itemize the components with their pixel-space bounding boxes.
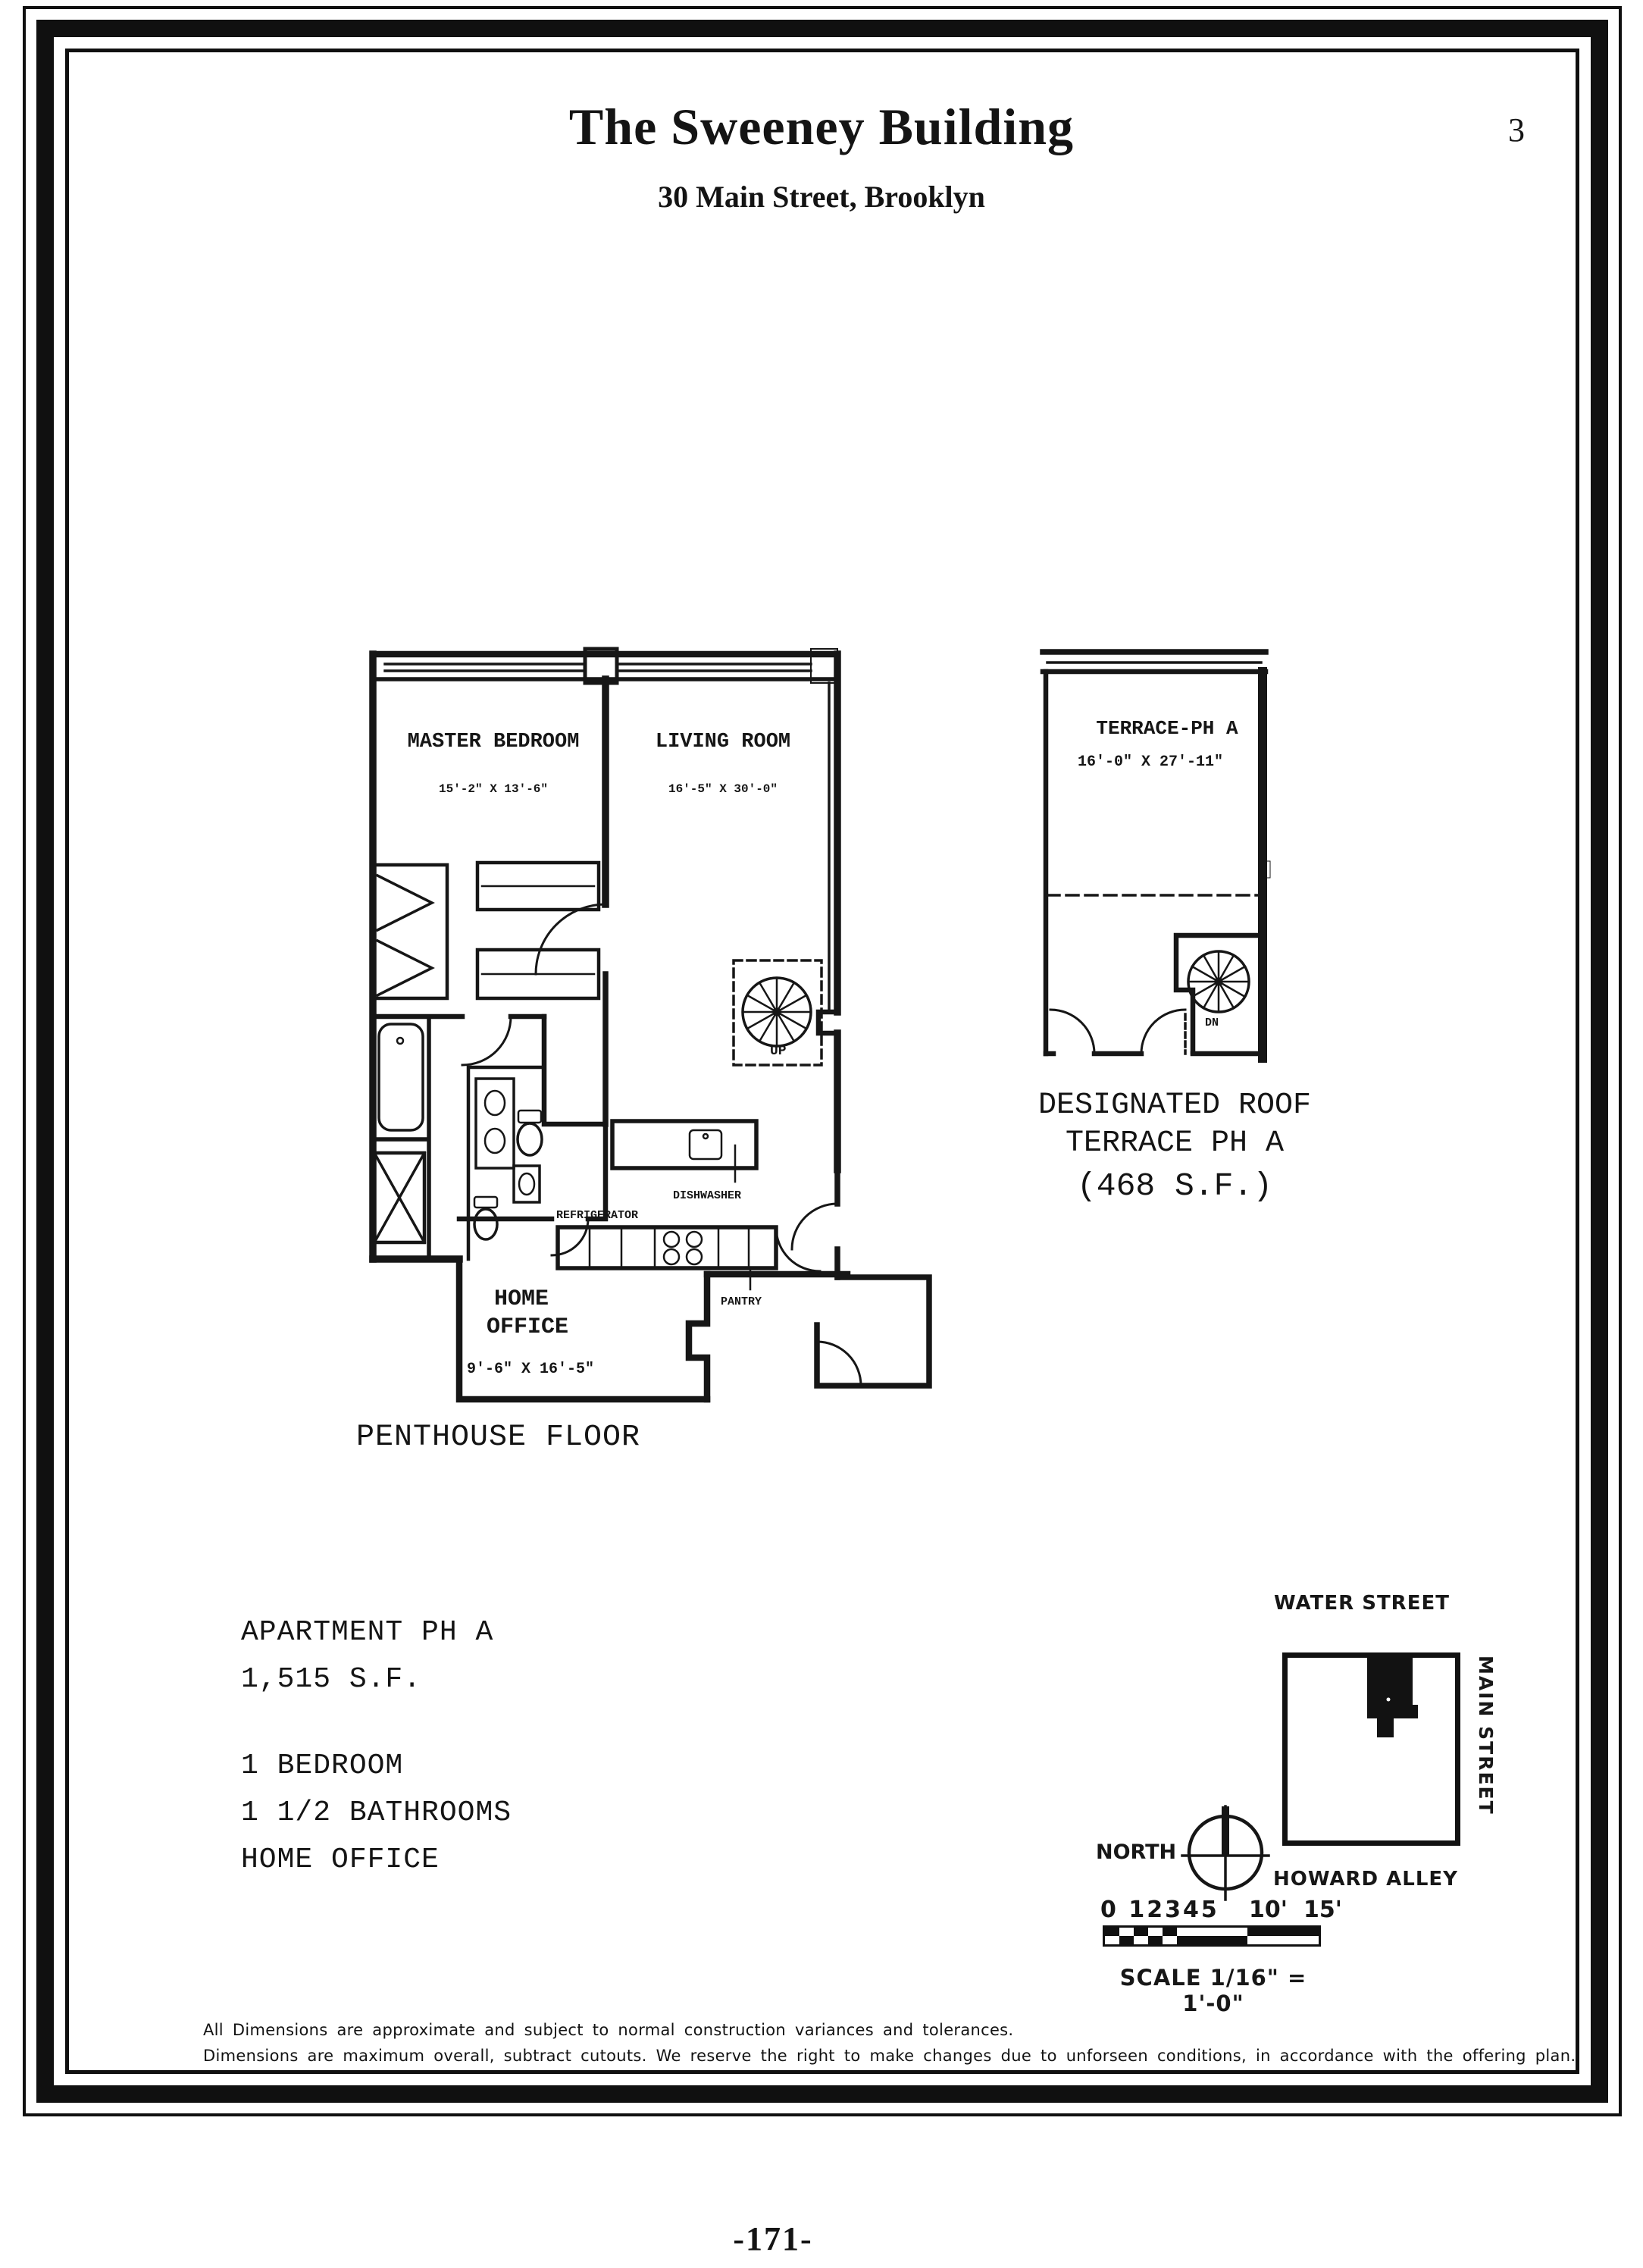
terrace-walls <box>1043 652 1270 1058</box>
stair-up-label: UP <box>770 1044 787 1059</box>
street-label-howard: HOWARD ALLEY <box>1273 1868 1458 1891</box>
kitchen-island <box>612 1121 756 1182</box>
living-room-label: LIVING ROOM <box>655 731 791 753</box>
vanity <box>476 1079 514 1168</box>
page-number: -171- <box>733 2220 813 2257</box>
apartment-feature-office: HOME OFFICE <box>241 1844 440 1876</box>
roof-terrace-caption <box>1000 1087 1349 1205</box>
page-subtitle: 30 Main Street, Brooklyn <box>658 180 985 214</box>
building-footprint <box>1288 1658 1455 1840</box>
toilet <box>518 1111 541 1123</box>
terrace-label: TERRACE-PH A <box>1096 717 1238 740</box>
pantry-label: PANTRY <box>720 1295 762 1308</box>
apartment-feature-bathrooms: 1 1/2 BATHROOMS <box>241 1797 512 1829</box>
master-bedroom-dims: 15'-2" X 13'-6" <box>438 782 549 796</box>
apartment-name: APARTMENT PH A <box>241 1616 494 1649</box>
roof-terrace-caption-line2: TERRACE PH A <box>1065 1126 1285 1161</box>
apartment-area: 1,515 S.F. <box>241 1663 422 1696</box>
roof-terrace-area: (468 S.F.) <box>1076 1167 1273 1204</box>
scale-tick-15: 15' <box>1303 1897 1342 1923</box>
apartment-feature-bedroom: 1 BEDROOM <box>241 1750 404 1782</box>
disclaimer-line1: All Dimensions are approximate and subject to normal construction variances and tolerances. <box>203 2021 1014 2039</box>
dishwasher-label: DISHWASHER <box>672 1189 742 1202</box>
sheet-number: 3 <box>1508 111 1525 149</box>
floor-title: PENTHOUSE FLOOR <box>356 1421 641 1455</box>
roof-terrace-plan <box>1037 643 1279 1067</box>
toilet <box>474 1197 497 1208</box>
home-office-dims: 9'-6" X 16'-5" <box>466 1361 595 1378</box>
bathtub <box>379 1024 423 1130</box>
north-label: NORTH <box>1096 1840 1177 1864</box>
north-compass-icon <box>1176 1803 1278 1905</box>
penthouse-floorplan <box>362 639 938 1420</box>
street-label-water: WATER STREET <box>1274 1592 1450 1615</box>
scale-caption: SCALE 1/16" = 1'-0" <box>1119 1965 1307 2016</box>
disclaimer-line2: Dimensions are maximum overall, subtract cutouts. We reserve the right to make changes due to unforseen conditions, in accordance with the offering plan. <box>203 2047 1576 2065</box>
graphic-scale-bar <box>1103 1925 1321 1947</box>
home-office-label-1: HOME <box>493 1286 549 1312</box>
key-map-block <box>1282 1652 1460 1846</box>
scale-tick-labels <box>1100 1897 1342 1924</box>
spiral-stair-down <box>1188 951 1249 1012</box>
plan-walls <box>373 649 929 1399</box>
living-room-dims: 16'-5" X 30'-0" <box>668 782 778 796</box>
sink <box>514 1166 540 1202</box>
stair-dn-label: DN <box>1205 1017 1219 1029</box>
street-label-main: MAIN STREET <box>1475 1656 1497 1815</box>
terrace-dims: 16'-0" X 27'-11" <box>1077 753 1224 771</box>
refrigerator-label: REFRIGERATOR <box>555 1209 639 1222</box>
page-title: The Sweeney Building <box>568 98 1075 155</box>
home-office-label-2: OFFICE <box>486 1314 569 1340</box>
kitchen-counter <box>558 1227 820 1289</box>
scale-tick-10: 10' <box>1249 1897 1288 1923</box>
roof-terrace-caption-line1: DESIGNATED ROOF <box>1037 1089 1312 1123</box>
master-bedroom-label: MASTER BEDROOM <box>407 731 580 753</box>
scale-ticks-left: 0 12345 <box>1100 1897 1219 1923</box>
plan-fixtures <box>374 863 822 1289</box>
